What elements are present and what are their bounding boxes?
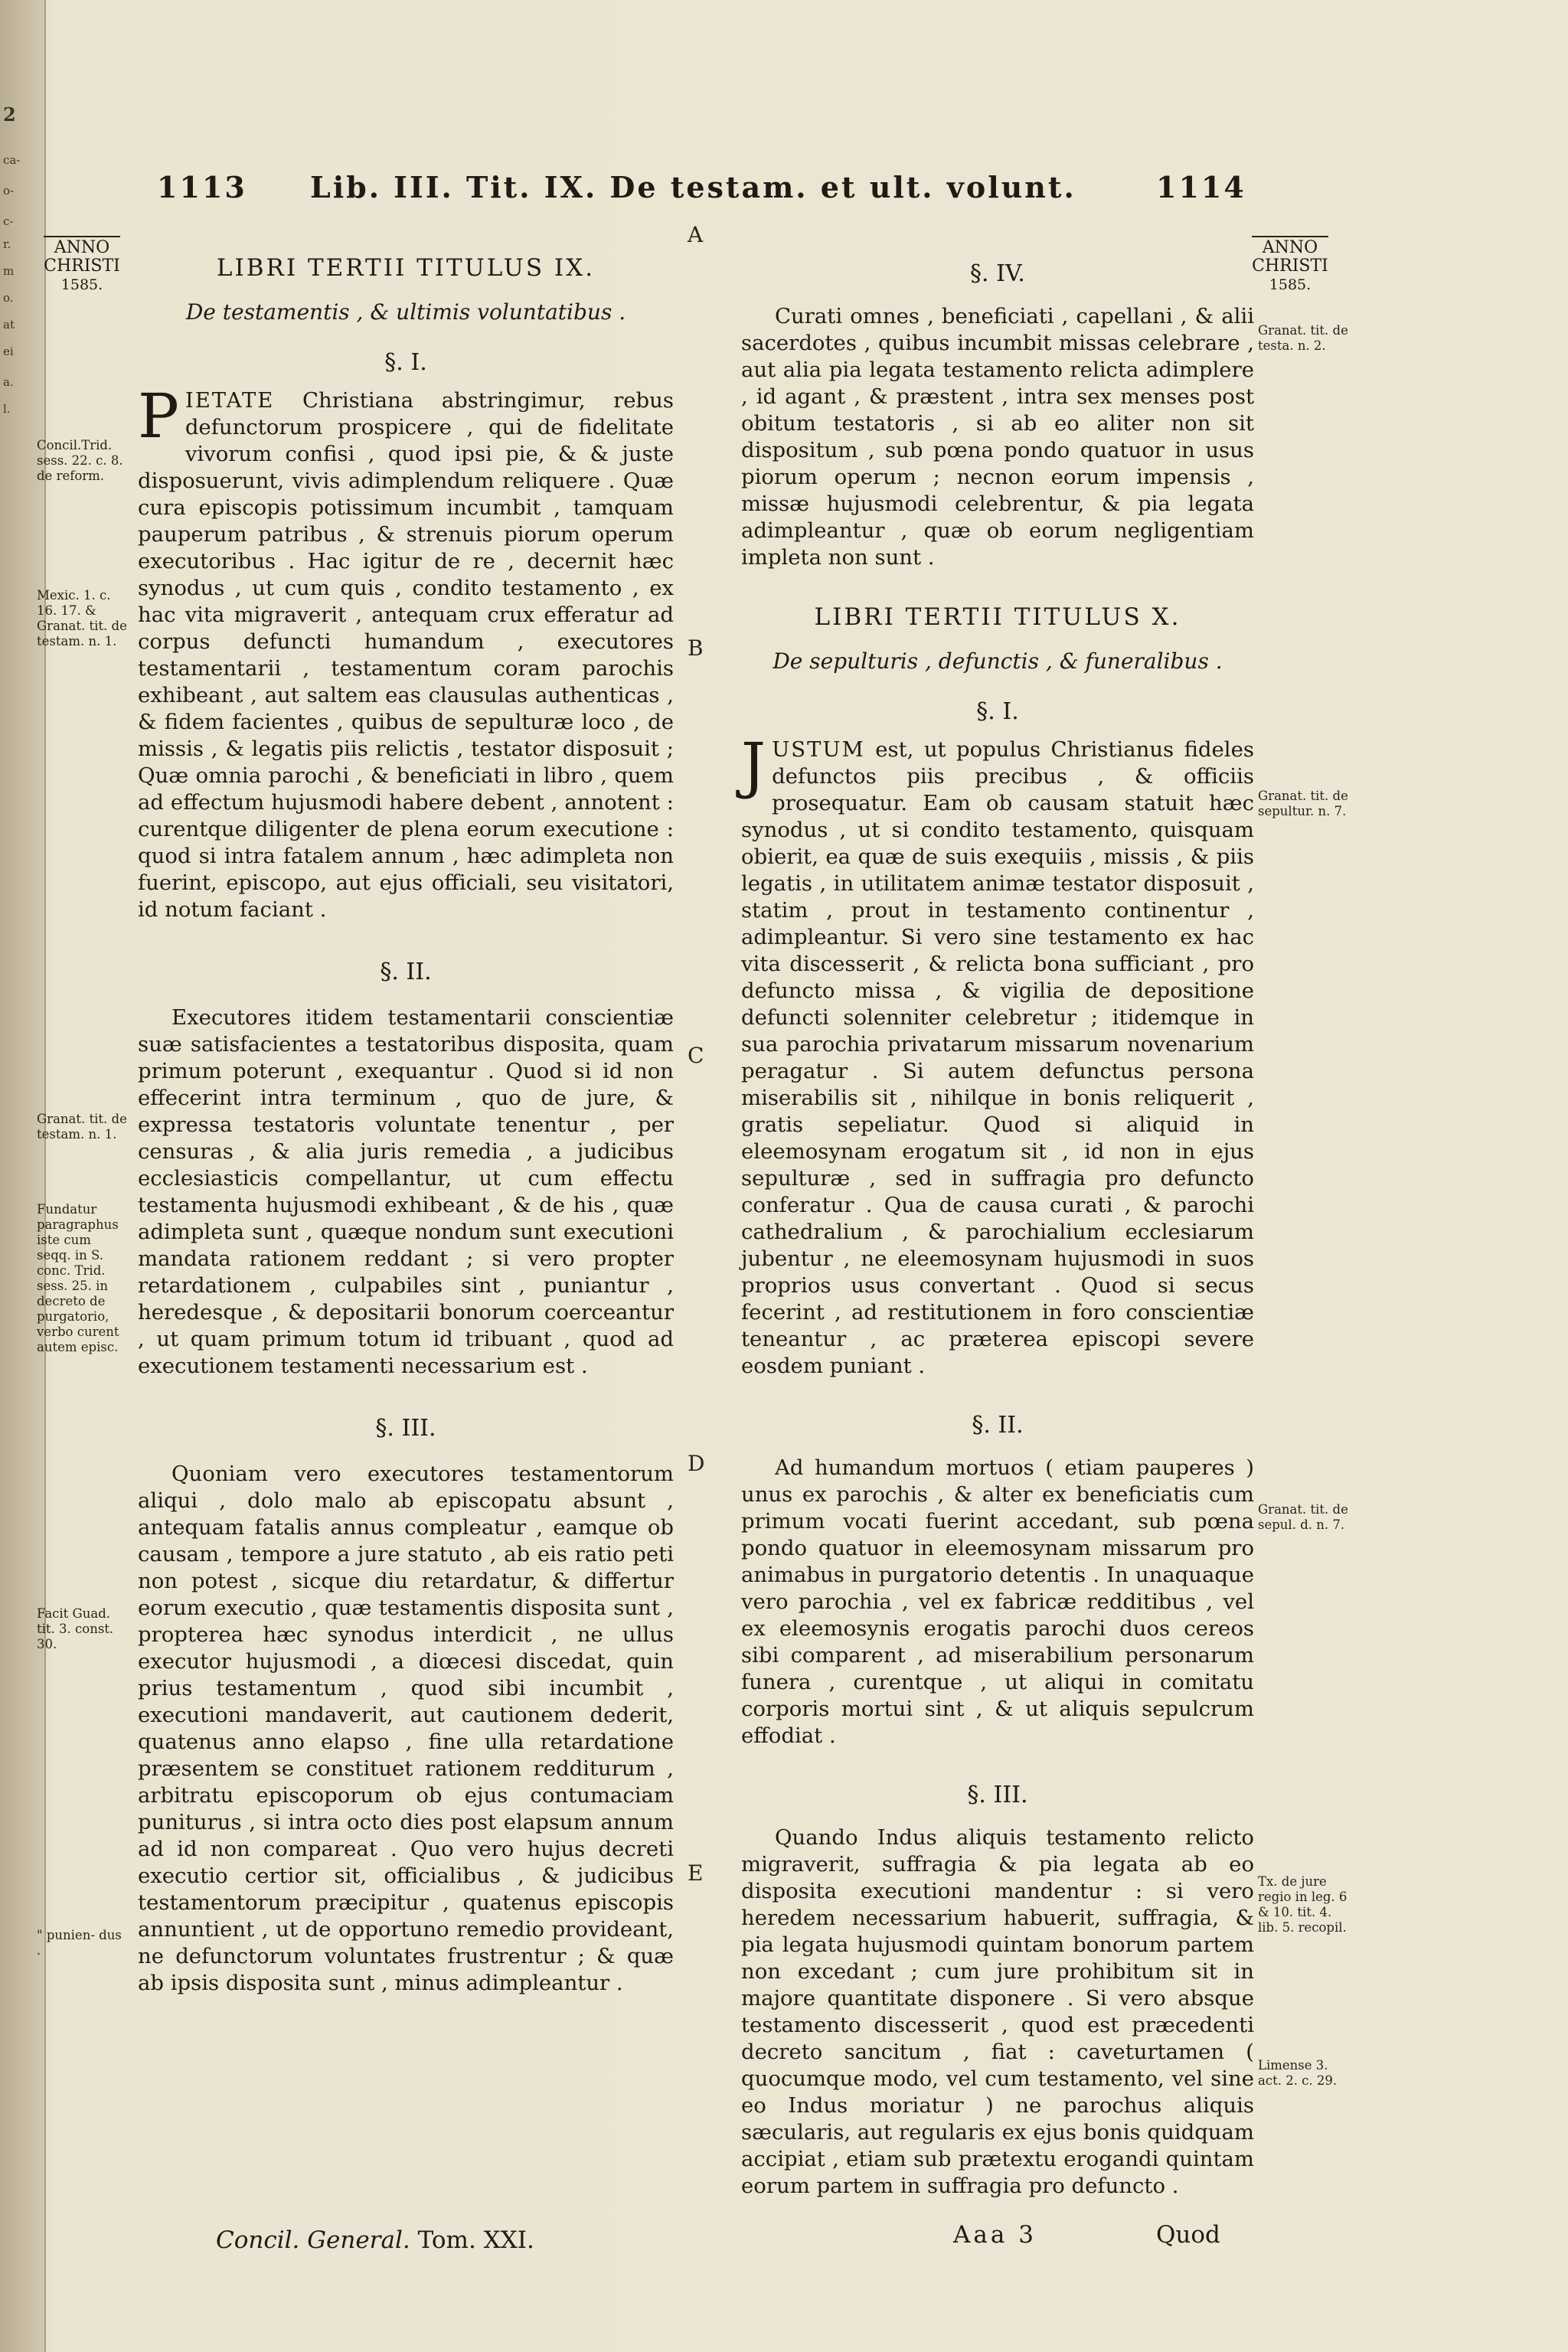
gutter-fragment: m xyxy=(3,264,15,278)
paragraph-text: est, ut populus Christianus fideles defunctos piis precibus , & officiis prosequatur. Eam ob causam statuit hæc synodus , ut si condito testamento, quisquam obierit, ea quæ de suis exequiis , missis , & piis legatis , in utilitatem animæ testator disposuit , statim , prout in testamento continentur , adimpleantur. Si vero sine testamento ex hac vita discesserit , & relicta bona sufficiant , pro defuncto missa , & vigilia de depositione defuncti solenniter celebretur ; itidemque in sua parochia privatarum missarum novenarium peragatur . Si autem defunctus persona miserabilis sit , nihilque in bonis reliquerit , gratis sepeliatur. Quod si aliquid in eleemosynam erogatum sit , id non in ejus sepulturæ , sed in suffragia pro defuncto conferatur . Qua de causa curati , & parochi cathedralium , & parochialium ecclesiarum jubentur , ne eleemosynam hujusmodi in suos proprios usus convertant . Quod si secus fecerint , ad restitutionem in foro conscientiæ teneantur , ac præterea episcopi severe eosdem puniant . xyxy=(741,737,1254,1378)
section-heading: §. I. xyxy=(384,349,427,376)
catchword: Quod xyxy=(1156,2221,1220,2249)
anno-label: CHRISTI xyxy=(44,256,120,276)
margin-note: Facit Guad. tit. 3. const. 30. xyxy=(37,1606,114,1651)
gutter-fragment: r. xyxy=(3,237,11,251)
margin-note: Granat. tit. de sepultur. n. 7. xyxy=(1258,789,1348,818)
running-head-title: Lib. III. Tit. IX. De testam. et ult. volunt. xyxy=(310,170,1076,204)
gutter-fragment: c- xyxy=(3,214,14,228)
anno-label: ANNO xyxy=(54,238,110,257)
section-heading: §. II. xyxy=(380,959,432,985)
gutter-fragment: ei xyxy=(3,345,14,358)
right-column xyxy=(741,259,1254,2200)
collection-name: Concil. General. xyxy=(216,2226,410,2254)
paragraph xyxy=(138,381,674,923)
anno-christi-right xyxy=(1248,236,1332,294)
anno-year: 1585. xyxy=(60,276,103,293)
paragraph-text: Curati omnes , beneficiati , capellani , & alii sacerdotes , quibus incumbit missas celebrare , aut alia pia legata testamento relicta adimplere , id agant , & præstent , intra sex menses post obitum testatoris , si ab eo aliter non sit dispositum , sub pœna pondo quatuor in usus piorum operum ; necnon eorum impensis , missæ hujusmodi celebrentur, & pia legata adimpleantur , quæ ob eorum negligentiam impleta non sunt . xyxy=(741,304,1254,570)
drop-cap: P xyxy=(138,381,179,452)
anno-label: ANNO xyxy=(1262,238,1318,257)
gutter-fragment: l. xyxy=(3,402,11,416)
title-ix: LIBRI TERTII TITULUS IX. xyxy=(216,254,596,282)
gutter-fragment: o. xyxy=(3,291,14,305)
anno-year: 1585. xyxy=(1269,276,1312,293)
section-heading: §. II. xyxy=(972,1412,1024,1439)
section-letter: C xyxy=(688,1043,704,1068)
margin-note: " punien- dus . xyxy=(37,1928,122,1958)
paragraph-text: Christiana abstringimur, rebus defunctorum prospicere , qui de fidelitate vivorum confisi , quod ipsi pie, & & juste disposuerunt, vivis adimplendum reliquere . Quæ cura episcopis potissimum incumbit , tamquam pauperum patribus , & strenuis piorum operum executoribus . Hac igitur de re , decernit hæc synodus , ut cum quis , condito testamento , ex hac vita migraverit , antequam crux efferatur ad corpus defuncti humandum , executores testamentarii , testamentum coram parochis exhibeant , aut saltem eas clausulas authenticas , & fidem facientes , quibus de sepulturæ loco , de missis , & legatis piis relictis , testator disposuit ; Quæ omnia parochi , & beneficiati in libro , quem ad effectum hujusmodi habere debent , annotent : curentque diligenter de plena eorum executione : quod si intra fatalem annum , hæc adimpleta non fuerint, episcopo, aut ejus officiali, seu visitatori, id notum faciant . xyxy=(138,388,674,922)
subtitle-ix: De testamentis , & ultimis voluntatibus . xyxy=(185,299,626,325)
section-heading: §. III. xyxy=(375,1415,436,1442)
lead-word: IETATE xyxy=(185,388,275,413)
left-column xyxy=(138,253,674,1997)
gutter-fragment: 2 xyxy=(3,103,16,126)
paragraph-text: Quoniam vero executores testamentorum aliqui , dolo malo ab episcopatu absunt , antequam fatalis annus compleatur , eamque ob causam , tempore a jure statuto , ab eis ratio peti non potest , sicque diu retardatur, & differtur eorum executio , quæ testamentis disposita sunt , propterea hæc synodus interdicit , ne ullus executor hujusmodi , a diœcesi discedat, quin prius testamentum , quod sibi incumbit , executioni mandaverit, aut cautionem dederit, quatenus anno elapso , fine ulla retardatione præsentem se constituet rationem redditurum , arbitratu episcoporum ob ejus contumaciam puniturus , si intra octo dies post elapsum annum ad id non compareat . Quo vero hujus decreti executio certior sit, officialibus , & judicibus testamentorum præcipitur , quatenus episcopis annuntient , ut de opportuno remedio provideant, ne defunctorum voluntates frustrentur ; & quæ ab ipsis disposita sunt , minus adimpleantur . xyxy=(138,1462,674,1995)
anno-label: CHRISTI xyxy=(1252,256,1328,276)
margin-note: Mexic. 1. c. 16. 17. & Granat. tit. de testam. n. 1. xyxy=(37,588,127,648)
anno-christi-left xyxy=(40,236,124,294)
margin-note: Granat. tit. de sepul. d. n. 7. xyxy=(1258,1502,1348,1532)
margin-note: Fundatur paragraphus iste cum seqq. in S. conc. Trid. sess. 25. in decreto de purgatorio, verbo curent autem episc. xyxy=(37,1202,119,1354)
paragraph-text: Quando Indus aliquis testamento relicto migraverit, suffragia & pia legata ab eo disposita executioni mandentur : si vero heredem necessarium habuerit, suffragia, & pia legata hujusmodi quintam bonorum partem non excedant ; cum jure prohibitum sit in majore quantitate disponere . Si vero absque testamento discesserit , quod est præcedenti decreto sancitum , fiat : caveturtamen ( quocumque modo, vel cum testamento, vel sine eo Indus moriatur ) ne parochus aliquis sæcularis, aut regularis ex ejus bonis quidquam accipiat , etiam sub prætextu erogandi quintam eorum partem in suffragia pro defuncto . xyxy=(741,1825,1254,2198)
drop-cap: J xyxy=(741,730,766,801)
running-head xyxy=(157,170,1244,208)
margin-note: Limense 3. act. 2. c. 29. xyxy=(1258,2058,1338,2088)
section-letter: A xyxy=(688,222,704,247)
binding-gutter xyxy=(0,0,46,2352)
subtitle-x: De sepulturis , defunctis , & funeralibus . xyxy=(773,648,1223,674)
section-letter: B xyxy=(688,635,704,661)
paragraph xyxy=(741,730,1254,1380)
margin-note: Granat. tit. de testam. n. 1. xyxy=(37,1112,127,1142)
gutter-fragment: at xyxy=(3,318,15,332)
lead-word: USTUM xyxy=(772,737,865,762)
gutter-fragment: a. xyxy=(3,375,14,389)
section-heading: §. III. xyxy=(967,1782,1028,1808)
section-letter: D xyxy=(688,1451,705,1476)
page-number-right: 1114 xyxy=(1156,170,1246,204)
signature-mark: Aaa 3 xyxy=(953,2221,1037,2249)
margin-note: Granat. tit. de testa. n. 2. xyxy=(1258,323,1348,353)
title-x: LIBRI TERTII TITULUS X. xyxy=(814,603,1181,631)
footer-collection xyxy=(216,2226,534,2254)
page-number-left: 1113 xyxy=(157,170,247,204)
margin-note: Tx. de jure regio in leg. 6 & 10. tit. 4. lib. 5. recopil. xyxy=(1258,1874,1348,1935)
paragraph-text: Ad humandum mortuos ( etiam pauperes ) unus ex parochis , & alter ex beneficiatis cum primum vocati fuerint accedant, sub pœna pondo quatuor in eleemosynam missarum pro animabus in purgatorio detentis . In unaquaque vero parochia , vel ex fabricæ redditibus , vel ex eleemosynis erogatis parochi duos cereos sibi comparent , ad miserabilium personarum funera , curentque , ut aliqui in comitatu corporis mortui sint , & ut aliquis sepulcrum effodiat . xyxy=(741,1455,1254,1748)
section-letter: E xyxy=(688,1860,704,1886)
gutter-fragment: ca- xyxy=(3,153,21,167)
section-heading: §. I. xyxy=(976,698,1019,725)
paragraph-text: Executores itidem testamentarii conscientiæ suæ satisfacientes a testatoribus disposita, quam primum poterunt , exequantur . Quod si id non effecerint intra terminum , quo de jure, & expressa testatoris voluntate tenentur , per censuras , & alia juris remedia , a judicibus ecclesiasticis compellantur, ut cum effectu testamenta hujusmodi exhibeant , & de his , quæ adimpleta sunt , quæque nondum sunt executioni mandata rationem reddant ; si vero propter retardationem , culpabiles sint , puniantur , heredesque , & depositarii bonorum coerceantur , ut quam primum totum id tribuant , quod ad executionem testamenti necessarium est . xyxy=(138,1005,674,1378)
gutter-fragment: o- xyxy=(3,184,15,198)
tome-number: Tom. XXI. xyxy=(417,2226,534,2254)
margin-note: Concil.Trid. sess. 22. c. 8. de reform. xyxy=(37,438,123,483)
section-heading: §. IV. xyxy=(970,260,1025,287)
